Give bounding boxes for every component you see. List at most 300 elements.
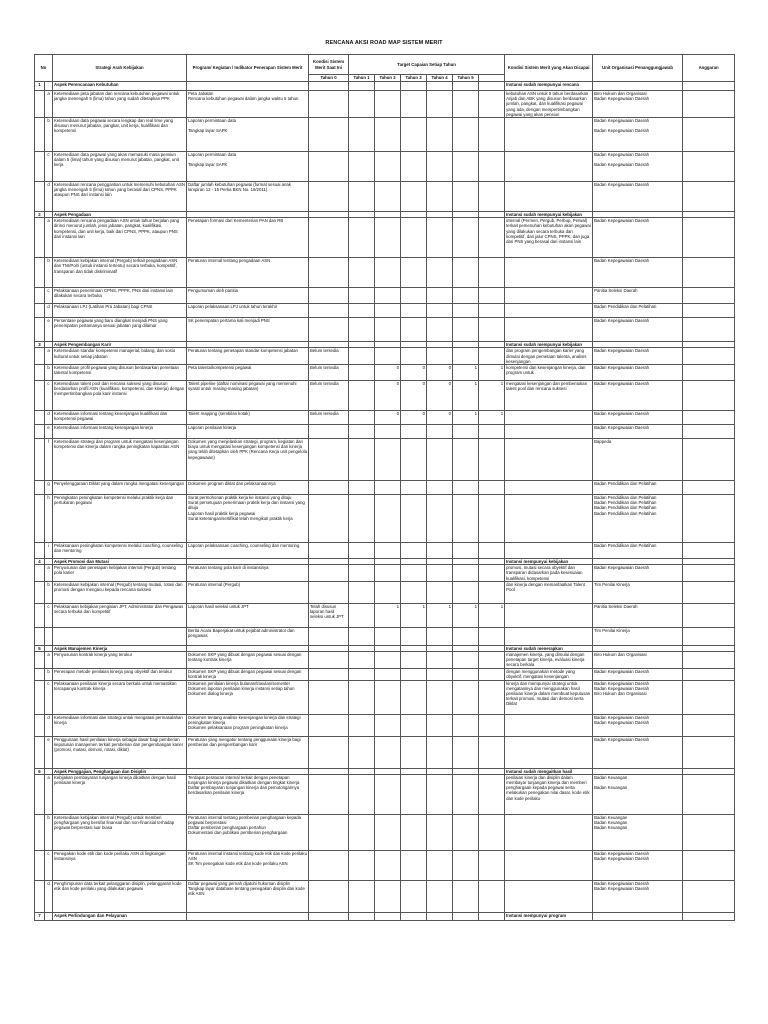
- cell-tahun-2: [401, 714, 427, 736]
- cell-unit: Badan Kepegawaian Daerah: [593, 182, 683, 212]
- cell-program: Dokumen penilaian kinerja bulanan/triwulan/semester Dokumen laporan penilaian kinerja instansi setiap tahun Dokumen dialog kinerja: [187, 680, 309, 714]
- cell-kondisi: [309, 218, 349, 258]
- cell-tahun-0: [349, 880, 375, 912]
- cell-tahun-0: [349, 304, 375, 318]
- cell-tahun-3: [427, 736, 453, 768]
- table-row: [35, 218, 735, 258]
- cell-anggaran: [683, 218, 735, 258]
- cell-sub: b: [45, 118, 53, 152]
- cell-tahun-3: [427, 814, 453, 850]
- document-title: RENCANA AKSI ROAD MAP SISTEM MERIT: [325, 40, 443, 46]
- cell-sub: a: [45, 91, 53, 118]
- cell-kondisi: [309, 91, 349, 118]
- cell-tahun-3: [427, 91, 453, 118]
- cell-kondisi-akan: dengan menggunakan metode yang obyektif, mengatasi kesenjangan: [505, 668, 593, 680]
- cell-tahun-4: 1: [453, 381, 479, 411]
- cell-tahun-5: 1: [479, 603, 505, 627]
- cell-tahun-2: [401, 774, 427, 814]
- cell-strategi: Ketersediaan profil pegawai yang disusun berdasarkan pemetaan talenta/ kompetensi: [53, 365, 187, 381]
- cell-tahun-4: [453, 912, 479, 920]
- cell-no: [35, 91, 45, 118]
- cell-tahun-1: [375, 736, 401, 768]
- cell-tahun-3: [427, 680, 453, 714]
- road-map-table: [34, 54, 735, 921]
- cell-unit: Badan Kepegawaian Daerah Badan Kepegawaian Daerah: [593, 714, 683, 736]
- table-row: [35, 814, 735, 850]
- cell-tahun-0: [349, 258, 375, 288]
- cell-tahun-0: [349, 348, 375, 365]
- cell-kondisi: [309, 880, 349, 912]
- cell-kondisi-akan: [505, 736, 593, 768]
- cell-program: Peraturan internal instansi tentang kode etik dan kode perilaku ASN SK Tim penegakan kode etik dan kode perilaku ASN: [187, 850, 309, 880]
- cell-kondisi-akan: [505, 318, 593, 342]
- table-row: [35, 627, 735, 645]
- cell-tahun-3: [427, 258, 453, 288]
- cell-program: Talent pipeline (daftar nominasi pegawai yang memenuhi syarat untuk masing-masing jabatan): [187, 381, 309, 411]
- table-row: [35, 668, 735, 680]
- cell-tahun-0: [349, 774, 375, 814]
- cell-kondisi-akan: Instansi sudah mempunyai kebijakan: [505, 212, 593, 218]
- cell-no: 7: [35, 912, 45, 920]
- cell-no: [35, 182, 45, 212]
- cell-strategi: Ketersediaan informasi tentang kesenjangan kinerja: [53, 425, 187, 439]
- cell-kondisi-akan: manajemen kinerja, yang dimulai dengan penetapan target kinerja, evaluasi kinerja secara berkala: [505, 652, 593, 669]
- cell-program: SK penempatan pertama kali menjadi PNS: [187, 318, 309, 342]
- cell-kondisi-akan: [505, 118, 593, 152]
- cell-strategi: Ketersediaan rencana pengadaan ASN untuk tahun berjalan yang dirinci menurut jumlah, jenis jabatan, pangkat, kualifikasi, kompetensi, dan unit kerja, baik dari CPNS, PPPK, ataupun PNS dari instansi lain: [53, 218, 187, 258]
- cell-tahun-4: [453, 425, 479, 439]
- cell-anggaran: [683, 304, 735, 318]
- cell-no: [35, 439, 45, 481]
- cell-program: Laporan pelaksanaan coaching, counseling dan mentoring: [187, 543, 309, 559]
- cell-anggaran: [683, 288, 735, 304]
- table-row: [35, 495, 735, 543]
- cell-kondisi: [309, 118, 349, 152]
- cell-program: Dokumen SKP yang dibuat dengan pegawai sesuai dengan kontrak kinerja: [187, 668, 309, 680]
- cell-sub: c: [45, 381, 53, 411]
- cell-tahun-2: [401, 543, 427, 559]
- header-tahun-4: Tahun 4: [427, 75, 453, 82]
- cell-tahun-5: [479, 218, 505, 258]
- cell-strategi: Ketersediaan strategi dan program untuk mengatasi kesenjangan kompetensi dan kinerja dalam rangka peningkatan kapasitas ASN: [53, 439, 187, 481]
- cell-tahun-4: [453, 565, 479, 582]
- cell-kondisi: Belum tersedia: [309, 411, 349, 425]
- cell-strategi: [53, 627, 187, 645]
- table-row: [35, 581, 735, 603]
- cell-strategi: Aspek Promosi dan Mutasi: [53, 559, 187, 565]
- cell-tahun-2: [401, 182, 427, 212]
- cell-sub: a: [45, 218, 53, 258]
- cell-kondisi-akan: Instansi sudah mempunyai rencana: [505, 82, 593, 91]
- cell-program: Dokumen program diklat dan pelaksanaannya: [187, 481, 309, 495]
- cell-tahun-4: [453, 543, 479, 559]
- cell-tahun-5: [479, 304, 505, 318]
- cell-tahun-1: [375, 814, 401, 850]
- cell-kondisi: [309, 152, 349, 182]
- cell-no: [35, 680, 45, 714]
- cell-no: [35, 118, 45, 152]
- cell-tahun-3: [427, 348, 453, 365]
- cell-tahun-3: [427, 318, 453, 342]
- cell-kondisi: Belum tersedia: [309, 381, 349, 411]
- cell-anggaran: [683, 581, 735, 603]
- cell-tahun-1: [375, 543, 401, 559]
- cell-program: Peta talenta/kompetensi pegawai: [187, 365, 309, 381]
- cell-no: [35, 543, 45, 559]
- cell-tahun-4: [453, 680, 479, 714]
- table-row: [35, 348, 735, 365]
- cell-no: [35, 495, 45, 543]
- cell-tahun-0: [349, 82, 375, 91]
- cell-strategi: Aspek Perencanaan Kebutuhan: [53, 82, 187, 91]
- cell-tahun-3: [427, 850, 453, 880]
- cell-tahun-0: [349, 736, 375, 768]
- cell-tahun-0: [349, 814, 375, 850]
- cell-sub: c: [45, 680, 53, 714]
- cell-tahun-5: [479, 774, 505, 814]
- cell-unit: Badan Kepegawaian Daerah: [593, 411, 683, 425]
- cell-anggaran: [683, 365, 735, 381]
- cell-anggaran: [683, 152, 735, 182]
- cell-program: Daftar jumlah kebutuhan pegawai (format sesuai anak lampiran 12 - 15 Perka BKN No. 19/2011): [187, 182, 309, 212]
- cell-strategi: Aspek Perlindungan dan Pelayanan: [53, 912, 187, 920]
- header-tahun-3: Tahun 3: [401, 75, 427, 82]
- cell-program: Laporan permintaan data Tangkap layar SAPK: [187, 152, 309, 182]
- cell-tahun-0: [349, 543, 375, 559]
- cell-kondisi-akan: [505, 152, 593, 182]
- cell-kondisi: Telah disusun laporan hasil seleksi untuk JPT: [309, 603, 349, 627]
- cell-tahun-5: [479, 258, 505, 288]
- cell-no: [35, 304, 45, 318]
- cell-tahun-0: [349, 152, 375, 182]
- cell-anggaran: [683, 381, 735, 411]
- cell-sub: g: [45, 481, 53, 495]
- cell-kondisi: [309, 318, 349, 342]
- cell-tahun-5: [479, 481, 505, 495]
- cell-tahun-3: [427, 627, 453, 645]
- cell-anggaran: [683, 565, 735, 582]
- cell-unit: Biro Hukum dan Organisasi: [593, 652, 683, 669]
- cell-unit: Badan Keuangan Badan Keuangan: [593, 774, 683, 814]
- cell-tahun-5: [479, 288, 505, 304]
- cell-tahun-2: 0: [401, 411, 427, 425]
- cell-strategi: Ketersediaan rencana penggantian untuk memenuhi kebutuhan ASN jangka menengah 5 (lima) tahun yang berasal dari CPNS, PPPK ataupun PNS dari instansi lain: [53, 182, 187, 212]
- cell-anggaran: [683, 668, 735, 680]
- cell-anggaran: [683, 258, 735, 288]
- cell-anggaran: [683, 543, 735, 559]
- cell-strategi: Ketersediaan informasi tentang kesenjangan kualifikasi dan kompetensi pegawai: [53, 411, 187, 425]
- cell-tahun-2: [401, 288, 427, 304]
- cell-strategi: Pelaksanaan penilaian kinerja secara berkala untuk memastikan tercapainya kontrak kinerja: [53, 680, 187, 714]
- table-row: [35, 91, 735, 118]
- cell-anggaran: [683, 603, 735, 627]
- cell-tahun-2: [401, 82, 427, 91]
- cell-no: [35, 411, 45, 425]
- cell-no: [35, 627, 45, 645]
- cell-tahun-2: [401, 318, 427, 342]
- cell-program: Talent mapping (sembilan kotak): [187, 411, 309, 425]
- cell-strategi: Ketersediaan kebijakan internal (Pergub) tentang mutasi, rotasi dan promosi dengan mengacu kepada rencana suksesi: [53, 581, 187, 603]
- cell-kondisi-akan: kebutuhan ASN untuk 5 tahun berdasarkan Anjab dan ABK yang disusun berdasarkan jumlah, pangkat, dan kualifikasi pegawai yang ada, dengan mempertimbangkan pegawai yang akan pensiun: [505, 91, 593, 118]
- cell-tahun-4: [453, 152, 479, 182]
- cell-strategi: Persentase pegawai yang baru diangkat menjadi PNS yang penempatan pertamanya sesuai jabatan yang dilamar: [53, 318, 187, 342]
- cell-tahun-0: [349, 603, 375, 627]
- cell-tahun-5: [479, 652, 505, 669]
- cell-kondisi: [309, 481, 349, 495]
- cell-unit: Badan Kepegawaian Daerah: [593, 381, 683, 411]
- header-tahun-2: Tahun 2: [375, 75, 401, 82]
- cell-tahun-3: [427, 774, 453, 814]
- table-row: [35, 318, 735, 342]
- cell-tahun-4: [453, 850, 479, 880]
- cell-kondisi-akan: Instansi sudah mempunyai kebijakan: [505, 342, 593, 348]
- cell-strategi: Ketersediaan standar kompetensi manajerial, bidang, dan sosio kultural untuk setiap jabatan: [53, 348, 187, 365]
- cell-kondisi: [309, 425, 349, 439]
- table-row: [35, 365, 735, 381]
- cell-program: Laporan hasil seleksi untuk JPT: [187, 603, 309, 627]
- cell-tahun-3: [427, 118, 453, 152]
- header-tahun-1: Tahun 1: [349, 75, 375, 82]
- cell-no: [35, 714, 45, 736]
- cell-tahun-1: [375, 82, 401, 91]
- cell-anggaran: [683, 880, 735, 912]
- cell-kondisi-akan: [505, 714, 593, 736]
- table-row: [35, 736, 735, 768]
- cell-strategi: Penggunaan hasil penilaian kinerja sebagai dasar bagi pemberian keputusan manajemen terkait pemberian dan pengembangan karier (promosi, mutasi, demosi, rotasi, diklat): [53, 736, 187, 768]
- cell-tahun-3: 1: [427, 603, 453, 627]
- cell-unit: Panitia Seleksi Daerah: [593, 288, 683, 304]
- cell-kondisi-akan: [505, 627, 593, 645]
- cell-unit: [593, 912, 683, 920]
- table-row: [35, 774, 735, 814]
- cell-kondisi-akan: Instansi sudah mengaitkan hasil: [505, 768, 593, 774]
- cell-kondisi-akan: kinerja dan mempunyai strategi untuk mengatasinya dan menggunakan hasil penilaian kinerja dalam membuat keputusan terkait promosi, mutasi dan demosi serta Diklat: [505, 680, 593, 714]
- cell-tahun-5: [479, 182, 505, 212]
- cell-kondisi: [309, 850, 349, 880]
- cell-tahun-2: [401, 495, 427, 543]
- cell-tahun-4: [453, 736, 479, 768]
- cell-strategi: Ketersediaan kebijakan internal (Pergub) terkait pengadaan ASN dan TNI/Polri (untuk instansi tertentu) secara terbuka, kompetitif, transparan dan tidak diskriminatif: [53, 258, 187, 288]
- cell-program: Dokumen SKP yang dibuat dengan pegawai sesuai dengan tentang kontrak kinerja: [187, 652, 309, 669]
- cell-tahun-5: [479, 152, 505, 182]
- cell-no: [35, 581, 45, 603]
- cell-sub: b: [45, 814, 53, 850]
- cell-tahun-2: [401, 627, 427, 645]
- cell-kondisi-akan: Instansi mempunyai kebijakan: [505, 559, 593, 565]
- cell-tahun-2: [401, 880, 427, 912]
- cell-no: [35, 880, 45, 912]
- cell-tahun-2: [401, 581, 427, 603]
- cell-no: [35, 348, 45, 365]
- cell-tahun-1: [375, 288, 401, 304]
- cell-tahun-1: 1: [375, 603, 401, 627]
- cell-tahun-3: [427, 288, 453, 304]
- cell-kondisi: [309, 581, 349, 603]
- header-anggaran: Anggaran: [683, 55, 735, 82]
- cell-program: Peraturan tentang penetapan standar kompetensi jabatan: [187, 348, 309, 365]
- cell-anggaran: [683, 495, 735, 543]
- cell-strategi: Penghimpunan data terkait pelanggaran disiplin, pelanggaran kode etik dan kode perilaku yang dilakukan pegawai: [53, 880, 187, 912]
- cell-tahun-2: [401, 425, 427, 439]
- cell-strategi: Aspek Manajemen Kinerja: [53, 645, 187, 651]
- cell-sub: [45, 82, 53, 91]
- cell-no: [35, 152, 45, 182]
- cell-program: Daftar pegawai yang pernah dijatuhi hukuman disiplin Tangkap layar database tentang penegakan disiplin dan kode etik ASN: [187, 880, 309, 912]
- cell-tahun-1: 0: [375, 365, 401, 381]
- cell-tahun-1: [375, 318, 401, 342]
- cell-tahun-5: [479, 565, 505, 582]
- cell-kondisi: [309, 714, 349, 736]
- cell-strategi: Kebijakan pembayaran tunjangan kinerja dikaitkan dengan hasil penilaian kinerja: [53, 774, 187, 814]
- table-row: [35, 565, 735, 582]
- table-row: [35, 439, 735, 481]
- cell-tahun-5: 1: [479, 381, 505, 411]
- cell-no: [35, 652, 45, 669]
- cell-anggaran: [683, 425, 735, 439]
- cell-strategi: Penyelenggaraan Diklat yang dalam rangka mengatasi kesenjangan: [53, 481, 187, 495]
- cell-kondisi-akan: dan program pengembangan karier yang dimulai dengan pemetaan talenta, analisis kesenjangan: [505, 348, 593, 365]
- cell-strategi: Ketersediaan talent pool dan rencana suksesi yang disusun berdasarkan profil ASN (kualifikasi, kompetensi, dan kinerja) dengan mempertimbangkan pola karir instansi: [53, 381, 187, 411]
- cell-anggaran: [683, 318, 735, 342]
- cell-tahun-3: 0: [427, 411, 453, 425]
- cell-unit: Bappeda: [593, 439, 683, 481]
- cell-anggaran: [683, 91, 735, 118]
- cell-tahun-0: [349, 912, 375, 920]
- cell-sub: e: [45, 736, 53, 768]
- cell-tahun-0: [349, 91, 375, 118]
- cell-tahun-4: [453, 627, 479, 645]
- cell-tahun-1: [375, 258, 401, 288]
- cell-strategi: Pelaksanaan LPJ (Latihan Pra Jabatan) bagi CPNS: [53, 304, 187, 318]
- cell-kondisi-akan: [505, 495, 593, 543]
- cell-tahun-4: [453, 82, 479, 91]
- cell-sub: d: [45, 304, 53, 318]
- cell-unit: Badan Pendidikan dan Pelatihan: [593, 543, 683, 559]
- cell-tahun-0: [349, 182, 375, 212]
- cell-strategi: Aspek Penggajian, Penghargaan dan Disiplin: [53, 768, 187, 774]
- cell-kondisi: [309, 668, 349, 680]
- cell-tahun-3: [427, 880, 453, 912]
- cell-unit: Badan Pendidikan dan Pelatihan Badan Pendidikan dan Pelatihan Badan Pendidikan dan Pelatihan Badan Pendidikan dan Pelatihan: [593, 495, 683, 543]
- header-tahun-5: Tahun 5: [453, 75, 479, 82]
- cell-tahun-1: [375, 912, 401, 920]
- cell-anggaran: [683, 652, 735, 669]
- table-row: [35, 182, 735, 212]
- cell-kondisi-akan: [505, 258, 593, 288]
- cell-tahun-4: [453, 348, 479, 365]
- cell-strategi: Pelaksanaan peningkatan kompetensi melalui coaching, counseling dan mentoring: [53, 543, 187, 559]
- header-kondisi-ini: Kondisi Sistem Merit Saat Ini: [309, 55, 349, 75]
- table-row: [35, 880, 735, 912]
- section-row: [35, 82, 735, 91]
- cell-sub: a: [45, 348, 53, 365]
- cell-anggaran: [683, 714, 735, 736]
- cell-tahun-1: [375, 880, 401, 912]
- cell-tahun-4: [453, 668, 479, 680]
- cell-kondisi: [309, 774, 349, 814]
- cell-tahun-1: [375, 481, 401, 495]
- table-row: [35, 603, 735, 627]
- cell-tahun-2: [401, 680, 427, 714]
- cell-kondisi: [309, 565, 349, 582]
- cell-program: Surat permohonan praktik kerja ke instansi yang dituju Surat persetujuan penerimaan praktik kerja dari instansi yang dituju Laporan hasil praktik kerja pegawai Surat keterangan/sertifikat telah mengikuti praktik kerja: [187, 495, 309, 543]
- cell-anggaran: [683, 82, 735, 91]
- cell-tahun-5: [479, 82, 505, 91]
- cell-anggaran: [683, 680, 735, 714]
- cell-no: [35, 814, 45, 850]
- cell-tahun-2: [401, 736, 427, 768]
- cell-tahun-2: [401, 91, 427, 118]
- cell-tahun-3: [427, 425, 453, 439]
- cell-strategi: Pelaksanaan kebijakan pengisian JPT, Administrator dan Pengawas secara terbuka dan kompetitif: [53, 603, 187, 627]
- cell-sub: h: [45, 495, 53, 543]
- cell-kondisi-akan: [505, 603, 593, 627]
- cell-unit: Badan Kepegawaian Daerah: [593, 736, 683, 768]
- cell-anggaran: [683, 774, 735, 814]
- cell-tahun-1: [375, 182, 401, 212]
- cell-tahun-5: [479, 714, 505, 736]
- cell-unit: Badan Kepegawaian Daerah Badan Kepegawaian Daerah Biro Hukum dan Organisasi: [593, 680, 683, 714]
- cell-tahun-3: 0: [427, 381, 453, 411]
- cell-program: Dokumen yang menjelaskan strategi, program, kegiatan dan biaya untuk mengatasi kesenjangan kompetensi dan kinerja yang telah ditetapkan oleh PPK (Rencana Kerja unit pengelola kepegawaian): [187, 439, 309, 481]
- cell-sub: c: [45, 288, 53, 304]
- table-row: [35, 288, 735, 304]
- cell-tahun-1: [375, 627, 401, 645]
- cell-strategi: Penegakan kode etik dan kode perilaku ASN di lingkungan instansinya: [53, 850, 187, 880]
- cell-tahun-2: [401, 304, 427, 318]
- cell-tahun-5: [479, 668, 505, 680]
- cell-tahun-0: [349, 652, 375, 669]
- cell-tahun-4: [453, 880, 479, 912]
- cell-sub: d: [45, 880, 53, 912]
- cell-tahun-1: 0: [375, 411, 401, 425]
- cell-unit: Badan Kepegawaian Daerah: [593, 218, 683, 258]
- cell-tahun-1: [375, 850, 401, 880]
- cell-tahun-2: [401, 565, 427, 582]
- cell-program: Peraturan yang mengatur tentang penggunaan kinerja bagi pemberian dan pengembangan karir: [187, 736, 309, 768]
- cell-tahun-5: 1: [479, 365, 505, 381]
- cell-tahun-0: [349, 850, 375, 880]
- cell-tahun-2: [401, 258, 427, 288]
- table-row: [35, 714, 735, 736]
- cell-kondisi: [309, 627, 349, 645]
- cell-no: [35, 288, 45, 304]
- header-strategi: Strategi Arah Kebijakan: [53, 55, 187, 82]
- cell-tahun-3: [427, 565, 453, 582]
- cell-anggaran: [683, 736, 735, 768]
- cell-kondisi: Belum tersedia: [309, 348, 349, 365]
- cell-tahun-1: [375, 668, 401, 680]
- section-row: [35, 912, 735, 920]
- cell-tahun-4: [453, 91, 479, 118]
- cell-kondisi-akan: [505, 411, 593, 425]
- cell-tahun-4: [453, 774, 479, 814]
- cell-tahun-1: [375, 495, 401, 543]
- cell-tahun-5: [479, 425, 505, 439]
- table-row: [35, 152, 735, 182]
- cell-sub: [45, 627, 53, 645]
- cell-tahun-5: [479, 543, 505, 559]
- cell-tahun-2: [401, 152, 427, 182]
- cell-tahun-4: [453, 814, 479, 850]
- table-row: [35, 543, 735, 559]
- cell-tahun-1: 0: [375, 381, 401, 411]
- cell-no: [35, 258, 45, 288]
- table-row: [35, 411, 735, 425]
- cell-kondisi: [309, 439, 349, 481]
- cell-no: 5: [35, 645, 45, 651]
- cell-sub: d: [45, 182, 53, 212]
